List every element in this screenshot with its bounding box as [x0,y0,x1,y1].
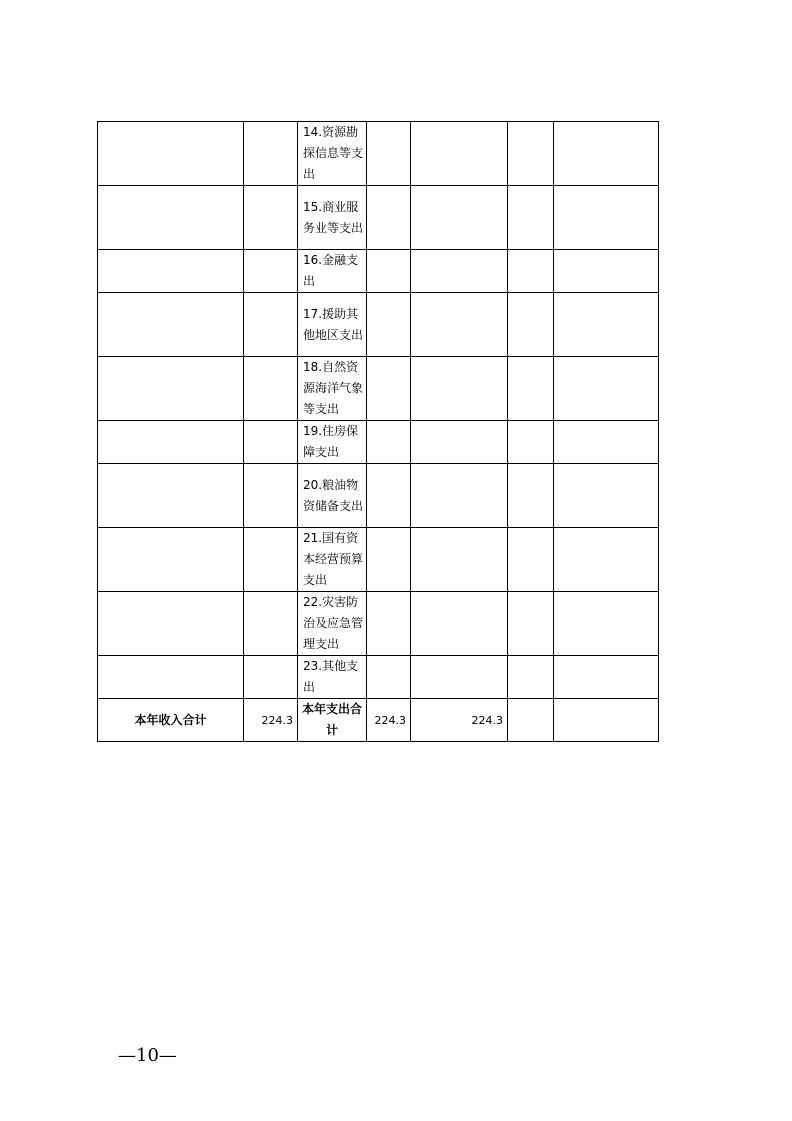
expense-value-cell [367,592,411,656]
expense-other-cell [554,357,659,421]
table-row [98,293,659,357]
income-value-cell [244,250,298,293]
expense-other-cell [554,122,659,186]
expense-general-cell [411,421,508,464]
income-item-cell [98,250,244,293]
expense-value-cell [367,122,411,186]
income-item-cell [98,293,244,357]
expense-other-cell [554,250,659,293]
table-row [98,528,659,592]
table-row [98,357,659,421]
expense-other-cell [554,528,659,592]
expense-item-cell: 23.其他支出 [298,656,367,699]
expense-other-cell [554,464,659,528]
expense-item-cell: 21.国有资本经营预算支出 [298,528,367,592]
expense-total-label: 本年支出合计 [298,699,367,742]
income-item-cell [98,122,244,186]
income-value-cell [244,528,298,592]
expense-value-cell [367,656,411,699]
income-item-cell [98,357,244,421]
expense-value-cell [367,250,411,293]
expense-general-total-value: 224.3 [411,699,508,742]
income-value-cell [244,421,298,464]
expense-fund-cell [508,421,554,464]
expense-other-cell [554,186,659,250]
expense-fund-cell [508,528,554,592]
table-row [98,464,659,528]
expense-fund-cell [508,357,554,421]
income-value-cell [244,464,298,528]
table-row [98,122,659,186]
expense-fund-cell [508,186,554,250]
table-row [98,592,659,656]
table-row [98,186,659,250]
expense-general-cell [411,250,508,293]
income-value-cell [244,293,298,357]
income-value-cell [244,656,298,699]
expense-total-value: 224.3 [367,699,411,742]
income-total-value: 224.3 [244,699,298,742]
expense-item-cell: 18.自然资源海洋气象等支出 [298,357,367,421]
expense-fund-cell [508,122,554,186]
page-number: —10— [118,1045,177,1066]
expense-item-cell: 16.金融支出 [298,250,367,293]
expense-general-cell [411,357,508,421]
budget-table [97,121,659,742]
expense-fund-cell [508,250,554,293]
income-item-cell [98,592,244,656]
expense-fund-cell [508,293,554,357]
income-value-cell [244,357,298,421]
expense-value-cell [367,186,411,250]
income-value-cell [244,186,298,250]
expense-general-cell [411,464,508,528]
expense-general-cell [411,186,508,250]
expense-item-cell: 15.商业服务业等支出 [298,186,367,250]
income-item-cell [98,464,244,528]
expense-value-cell [367,357,411,421]
expense-other-cell [554,699,659,742]
income-item-cell [98,421,244,464]
expense-general-cell [411,122,508,186]
expense-other-cell [554,421,659,464]
expense-value-cell [367,464,411,528]
expense-general-cell [411,656,508,699]
table-row [98,250,659,293]
expense-value-cell [367,528,411,592]
expense-value-cell [367,421,411,464]
expense-fund-cell [508,699,554,742]
income-item-cell [98,528,244,592]
expense-value-cell [367,293,411,357]
expense-fund-cell [508,592,554,656]
expense-general-cell [411,293,508,357]
expense-fund-cell [508,464,554,528]
income-total-label: 本年收入合计 [98,699,244,742]
income-item-cell [98,656,244,699]
expense-item-cell: 14.资源勘探信息等支出 [298,122,367,186]
total-row [98,699,659,742]
expense-item-cell: 22.灾害防治及应急管理支出 [298,592,367,656]
expense-general-cell [411,592,508,656]
expense-other-cell [554,656,659,699]
expense-fund-cell [508,656,554,699]
expense-general-cell [411,528,508,592]
income-value-cell [244,592,298,656]
expense-item-cell: 17.援助其他地区支出 [298,293,367,357]
expense-item-cell: 19.住房保障支出 [298,421,367,464]
expense-item-cell: 20.粮油物资储备支出 [298,464,367,528]
expense-other-cell [554,293,659,357]
income-value-cell [244,122,298,186]
expense-other-cell [554,592,659,656]
table-row [98,421,659,464]
table-row [98,656,659,699]
income-item-cell [98,186,244,250]
